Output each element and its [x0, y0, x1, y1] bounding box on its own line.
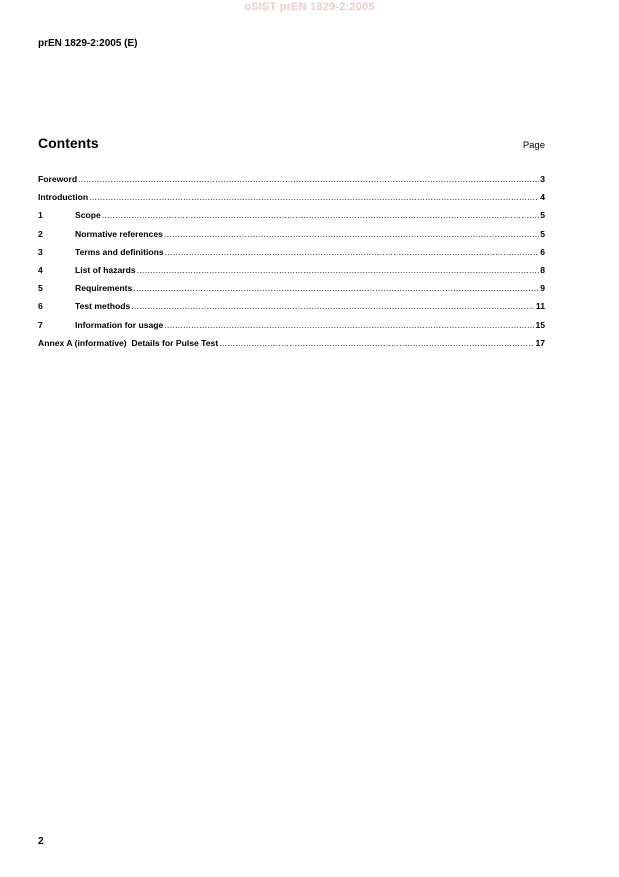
- page-column-label: Page: [522, 140, 545, 151]
- toc-entry-foreword[interactable]: [38, 174, 545, 192]
- toc-entry-annex-a[interactable]: [38, 338, 545, 356]
- toc-entry-title: Scope: [75, 210, 101, 221]
- toc-entry-test-methods[interactable]: [38, 301, 545, 319]
- toc-entry-scope[interactable]: [38, 210, 545, 228]
- toc-entry-title: Requirements: [75, 283, 133, 294]
- toc-entry-title: Normative references: [75, 228, 163, 239]
- toc-dot-leader: [131, 301, 535, 311]
- toc-entry-page: 15: [535, 319, 545, 330]
- toc-dot-leader: [164, 229, 539, 239]
- toc-entry-list-of-hazards[interactable]: [38, 265, 545, 283]
- toc-entry-number: 3: [38, 246, 43, 257]
- toc-entry-number: 1: [38, 210, 43, 221]
- toc-entry-title: Introduction: [38, 192, 89, 203]
- table-of-contents: [38, 174, 545, 356]
- toc-entry-page: 11: [535, 301, 545, 312]
- toc-entry-number: 6: [38, 301, 43, 312]
- toc-dot-leader: [78, 174, 539, 184]
- document-id: prEN 1829-2:2005 (E): [38, 38, 138, 49]
- toc-entry-information-for-usage[interactable]: [38, 320, 545, 338]
- toc-entry-title: Annex A (informative) Details for Pulse Test: [38, 337, 219, 348]
- toc-dot-leader: [89, 192, 539, 202]
- toc-entry-number: 5: [38, 283, 43, 294]
- toc-entry-title: Information for usage: [75, 319, 164, 330]
- toc-entry-introduction[interactable]: [38, 192, 545, 210]
- toc-entry-requirements[interactable]: [38, 283, 545, 301]
- toc-entry-title: List of hazards: [75, 264, 136, 275]
- toc-dot-leader: [102, 210, 539, 220]
- toc-entry-title: Terms and definitions: [75, 246, 164, 257]
- toc-entry-page: 5: [540, 228, 545, 239]
- contents-heading: Contents: [38, 135, 99, 151]
- toc-entry-title: Test methods: [75, 301, 131, 312]
- toc-entry-title: Foreword: [38, 174, 78, 184]
- toc-dot-leader: [165, 247, 540, 257]
- toc-entry-page: 5: [540, 210, 545, 221]
- toc-entry-terms-and-definitions[interactable]: [38, 247, 545, 265]
- toc-dot-leader: [164, 320, 534, 330]
- footer-page-number: 2: [38, 836, 44, 847]
- toc-dot-leader: [219, 338, 534, 348]
- toc-entry-page: 8: [540, 264, 545, 275]
- toc-dot-leader: [133, 283, 539, 293]
- toc-entry-page: 3: [540, 174, 545, 184]
- toc-entry-page: 17: [535, 337, 545, 348]
- toc-entry-page: 6: [540, 246, 545, 257]
- toc-entry-normative-references[interactable]: [38, 229, 545, 247]
- toc-entry-number: 2: [38, 228, 43, 239]
- toc-entry-page: 4: [540, 192, 545, 203]
- toc-entry-number: 4: [38, 264, 43, 275]
- toc-entry-page: 9: [540, 283, 545, 294]
- watermark: oSIST prEN 1829-2:2005: [244, 1, 375, 13]
- toc-entry-number: 7: [38, 319, 43, 330]
- toc-dot-leader: [137, 265, 540, 275]
